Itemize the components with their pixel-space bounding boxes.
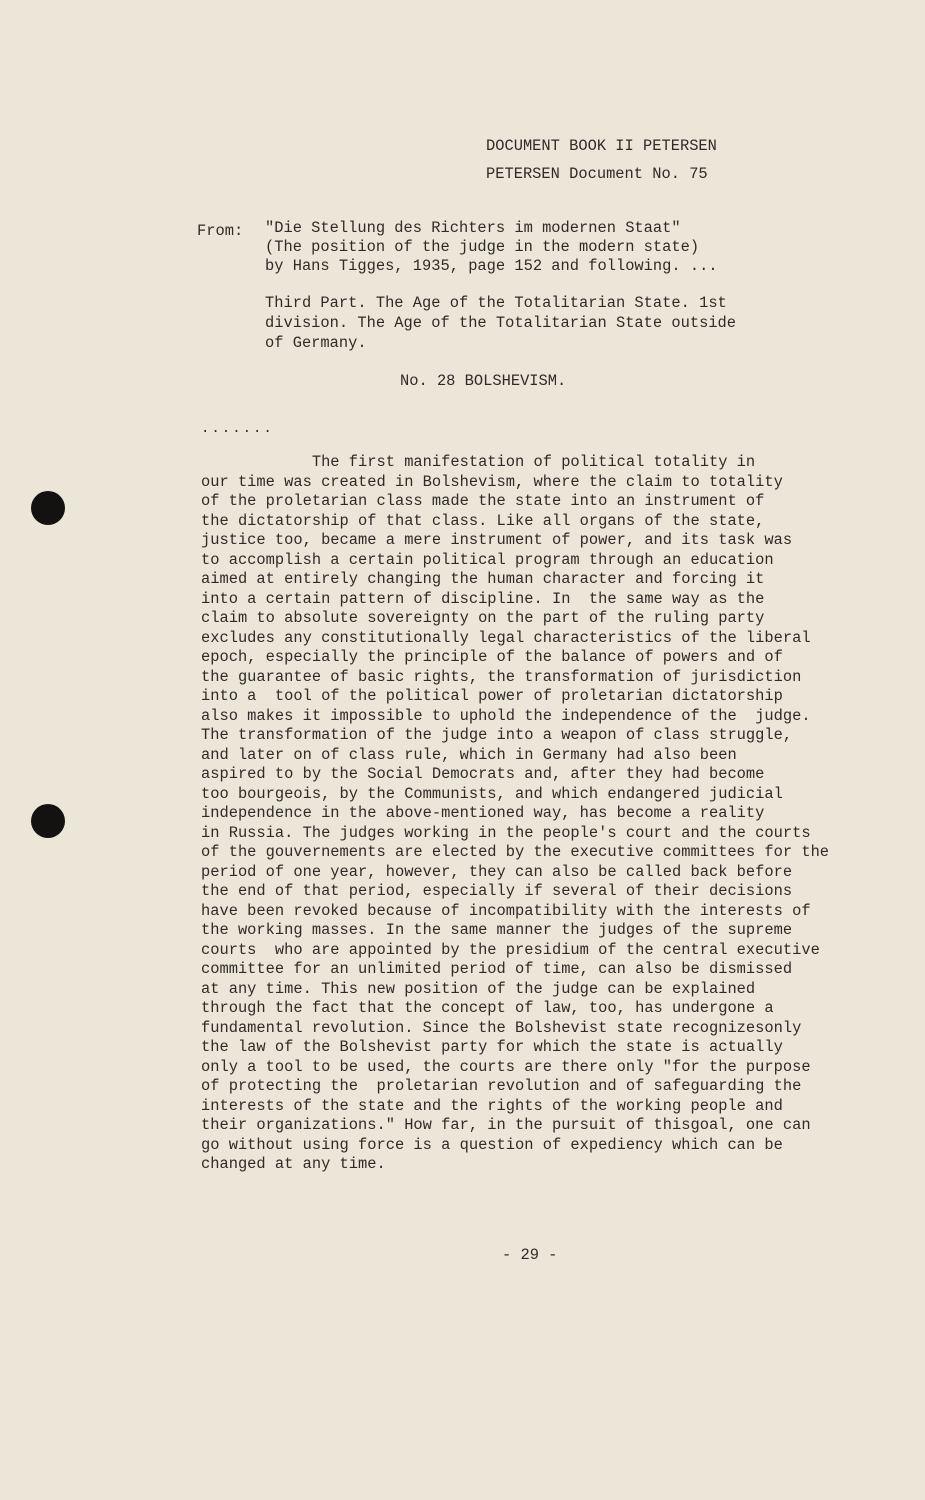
body-line: of protecting the proletarian revolution and of safeguarding the	[201, 1077, 802, 1095]
body-line: interests of the state and the rights of the working people and	[201, 1096, 783, 1115]
body-line: their organizations." How far, in the pursuit of thisgoal, one can	[201, 1116, 811, 1134]
body-line: the working masses. In the same manner the judges of the supreme	[201, 921, 793, 939]
body-line: the guarantee of basic rights, the transformation of jurisdiction	[201, 667, 802, 686]
punch-hole-top	[31, 491, 65, 525]
body-line: The first manifestation of political totality in	[201, 453, 756, 471]
source-author-citation: by Hans Tigges, 1935, page 152 and following. ...	[265, 257, 718, 275]
body-line: too bourgeois, by the Communists, and which endangered judicial	[201, 784, 783, 803]
body-line: go without using force is a question of expediency which can be	[201, 1135, 783, 1154]
punch-hole-bottom	[31, 804, 65, 838]
section-title: No. 28 BOLSHEVISM.	[400, 372, 567, 390]
body-line: in Russia. The judges working in the people's court and the courts	[201, 823, 811, 842]
part-description-line: division. The Age of the Totalitarian State outside	[265, 314, 737, 332]
body-line: fundamental revolution. Since the Bolshevist state recognizesonly	[201, 1018, 802, 1037]
document-book-heading: DOCUMENT BOOK II PETERSEN	[486, 137, 717, 155]
body-line: aimed at entirely changing the human character and forcing it	[201, 570, 765, 588]
body-line: of the gouvernements are elected by the executive committees for the	[201, 843, 830, 861]
body-line: changed at any time.	[201, 1155, 386, 1173]
body-line: epoch, especially the principle of the balance of powers and of	[201, 648, 783, 666]
source-title-german: "Die Stellung des Richters im modernen Staat"	[265, 219, 681, 237]
body-line: justice too, became a mere instrument of power, and its task was	[201, 531, 793, 549]
body-line: also makes it impossible to uphold the independence of the judge.	[201, 706, 811, 725]
body-line: the end of that period, especially if several of their decisions	[201, 882, 793, 900]
body-line: at any time. This new position of the judge can be explained	[201, 979, 756, 998]
body-line: aspired to by the Social Democrats and, after they had become	[201, 765, 765, 783]
source-title-english: (The position of the judge in the modern state)	[265, 238, 700, 256]
body-line: our time was created in Bolshevism, where the claim to totality	[201, 472, 783, 491]
document-number-heading: PETERSEN Document No. 75	[486, 165, 708, 183]
body-line: into a tool of the political power of proletarian dictatorship	[201, 687, 783, 705]
from-label: From:	[197, 222, 244, 240]
body-line: only a tool to be used, the courts are there only "for the purpose	[201, 1057, 811, 1076]
body-line: into a certain pattern of discipline. In the same way as the	[201, 589, 765, 608]
page-number: - 29 -	[502, 1246, 558, 1264]
body-line: through the fact that the concept of law, too, has undergone a	[201, 999, 774, 1017]
body-line: excludes any constitutionally legal characteristics of the liberal	[201, 628, 811, 647]
body-line: independence in the above-mentioned way, has become a reality	[201, 804, 765, 822]
part-description-line: Third Part. The Age of the Totalitarian State. 1st	[265, 294, 727, 312]
body-line: committee for an unlimited period of time, can also be dismissed	[201, 960, 793, 978]
body-line: claim to absolute sovereignty on the part of the ruling party	[201, 609, 765, 627]
body-line: the law of the Bolshevist party for which the state is actually	[201, 1038, 783, 1056]
body-line: of the proletarian class made the state into an instrument of	[201, 492, 765, 510]
body-line: to accomplish a certain political program through an education	[201, 550, 774, 569]
body-line: courts who are appointed by the presidium of the central executive	[201, 940, 820, 959]
body-line: The transformation of the judge into a weapon of class struggle,	[201, 726, 793, 744]
body-line: have been revoked because of incompatibility with the interests of	[201, 901, 811, 920]
body-line: and later on of class rule, which in Germany had also been	[201, 745, 737, 764]
body-line: the dictatorship of that class. Like all organs of the state,	[201, 511, 765, 530]
part-description-line: of Germany.	[265, 334, 367, 352]
body-line: period of one year, however, they can also be called back before	[201, 862, 793, 881]
omission-dots: .......	[201, 421, 274, 437]
